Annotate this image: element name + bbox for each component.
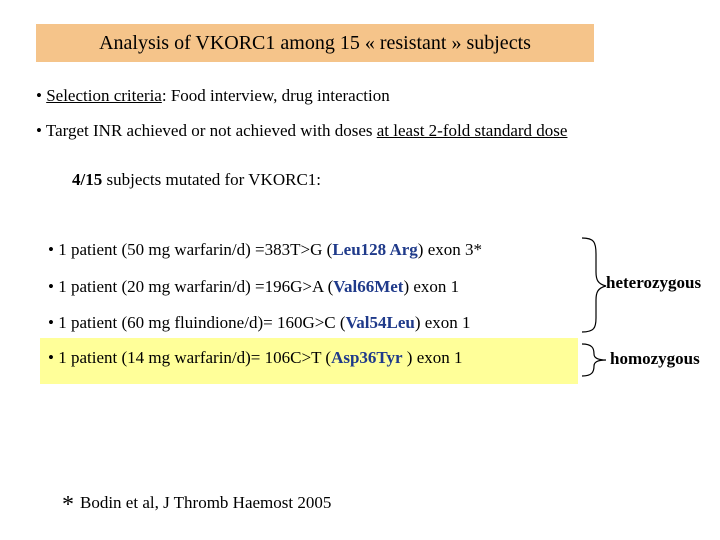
patient-exon: ) exon 1 (403, 277, 460, 296)
criteria-line-2 (36, 121, 567, 141)
patient-line-3 (48, 313, 471, 333)
bullet: • (36, 86, 42, 105)
bullet: • (48, 348, 54, 367)
patient-line-2 (48, 277, 459, 297)
mutated-summary-text: subjects mutated for VKORC1: (102, 170, 322, 189)
target-inr-text: Target INR achieved or not achieved with doses (45, 121, 377, 140)
bullet: • (48, 277, 54, 296)
mutation-summary (72, 170, 321, 190)
heterozygous-label: heterozygous (606, 273, 702, 292)
patient-description: 1 patient (14 mg warfarin/d)= 106C>T ( (58, 348, 332, 367)
mutation-name: Val54Leu (345, 313, 415, 332)
patient-exon: ) exon 1 (414, 313, 471, 332)
footnote-citation: Bodin et al, J Thromb Haemost 2005 (80, 493, 332, 512)
criteria-line-1 (36, 86, 390, 106)
selection-criteria-text: : Food interview, drug interaction (161, 86, 390, 105)
homozygous-label: homozygous (610, 349, 700, 368)
mutated-count: 4/15 (72, 170, 103, 189)
patient-line-4 (48, 348, 463, 368)
patient-description: 1 patient (60 mg fluindione/d)= 160G>C ( (58, 313, 346, 332)
slide-title: Analysis of VKORC1 among 15 « resistant » subjects (36, 24, 594, 62)
footnote (62, 492, 331, 519)
footnote-marker: * (62, 492, 74, 518)
patient-description: 1 patient (50 mg warfarin/d) =383T>G ( (58, 240, 333, 259)
homozygous-brace (582, 344, 606, 376)
bullet: • (48, 313, 54, 332)
dose-requirement: at least 2-fold standard dose (376, 121, 568, 140)
patient-description: 1 patient (20 mg warfarin/d) =196G>A ( (58, 277, 334, 296)
mutation-name: Asp36Tyr (331, 348, 403, 367)
selection-criteria-label: Selection criteria (46, 86, 162, 105)
mutation-name: Leu128 Arg (332, 240, 418, 259)
mutation-name: Val66Met (333, 277, 404, 296)
patient-exon: ) exon 3* (417, 240, 483, 259)
heterozygous-brace (582, 238, 606, 332)
bullet: • (36, 121, 42, 140)
bullet: • (48, 240, 54, 259)
patient-line-1 (48, 240, 482, 260)
patient-exon: ) exon 1 (402, 348, 463, 367)
